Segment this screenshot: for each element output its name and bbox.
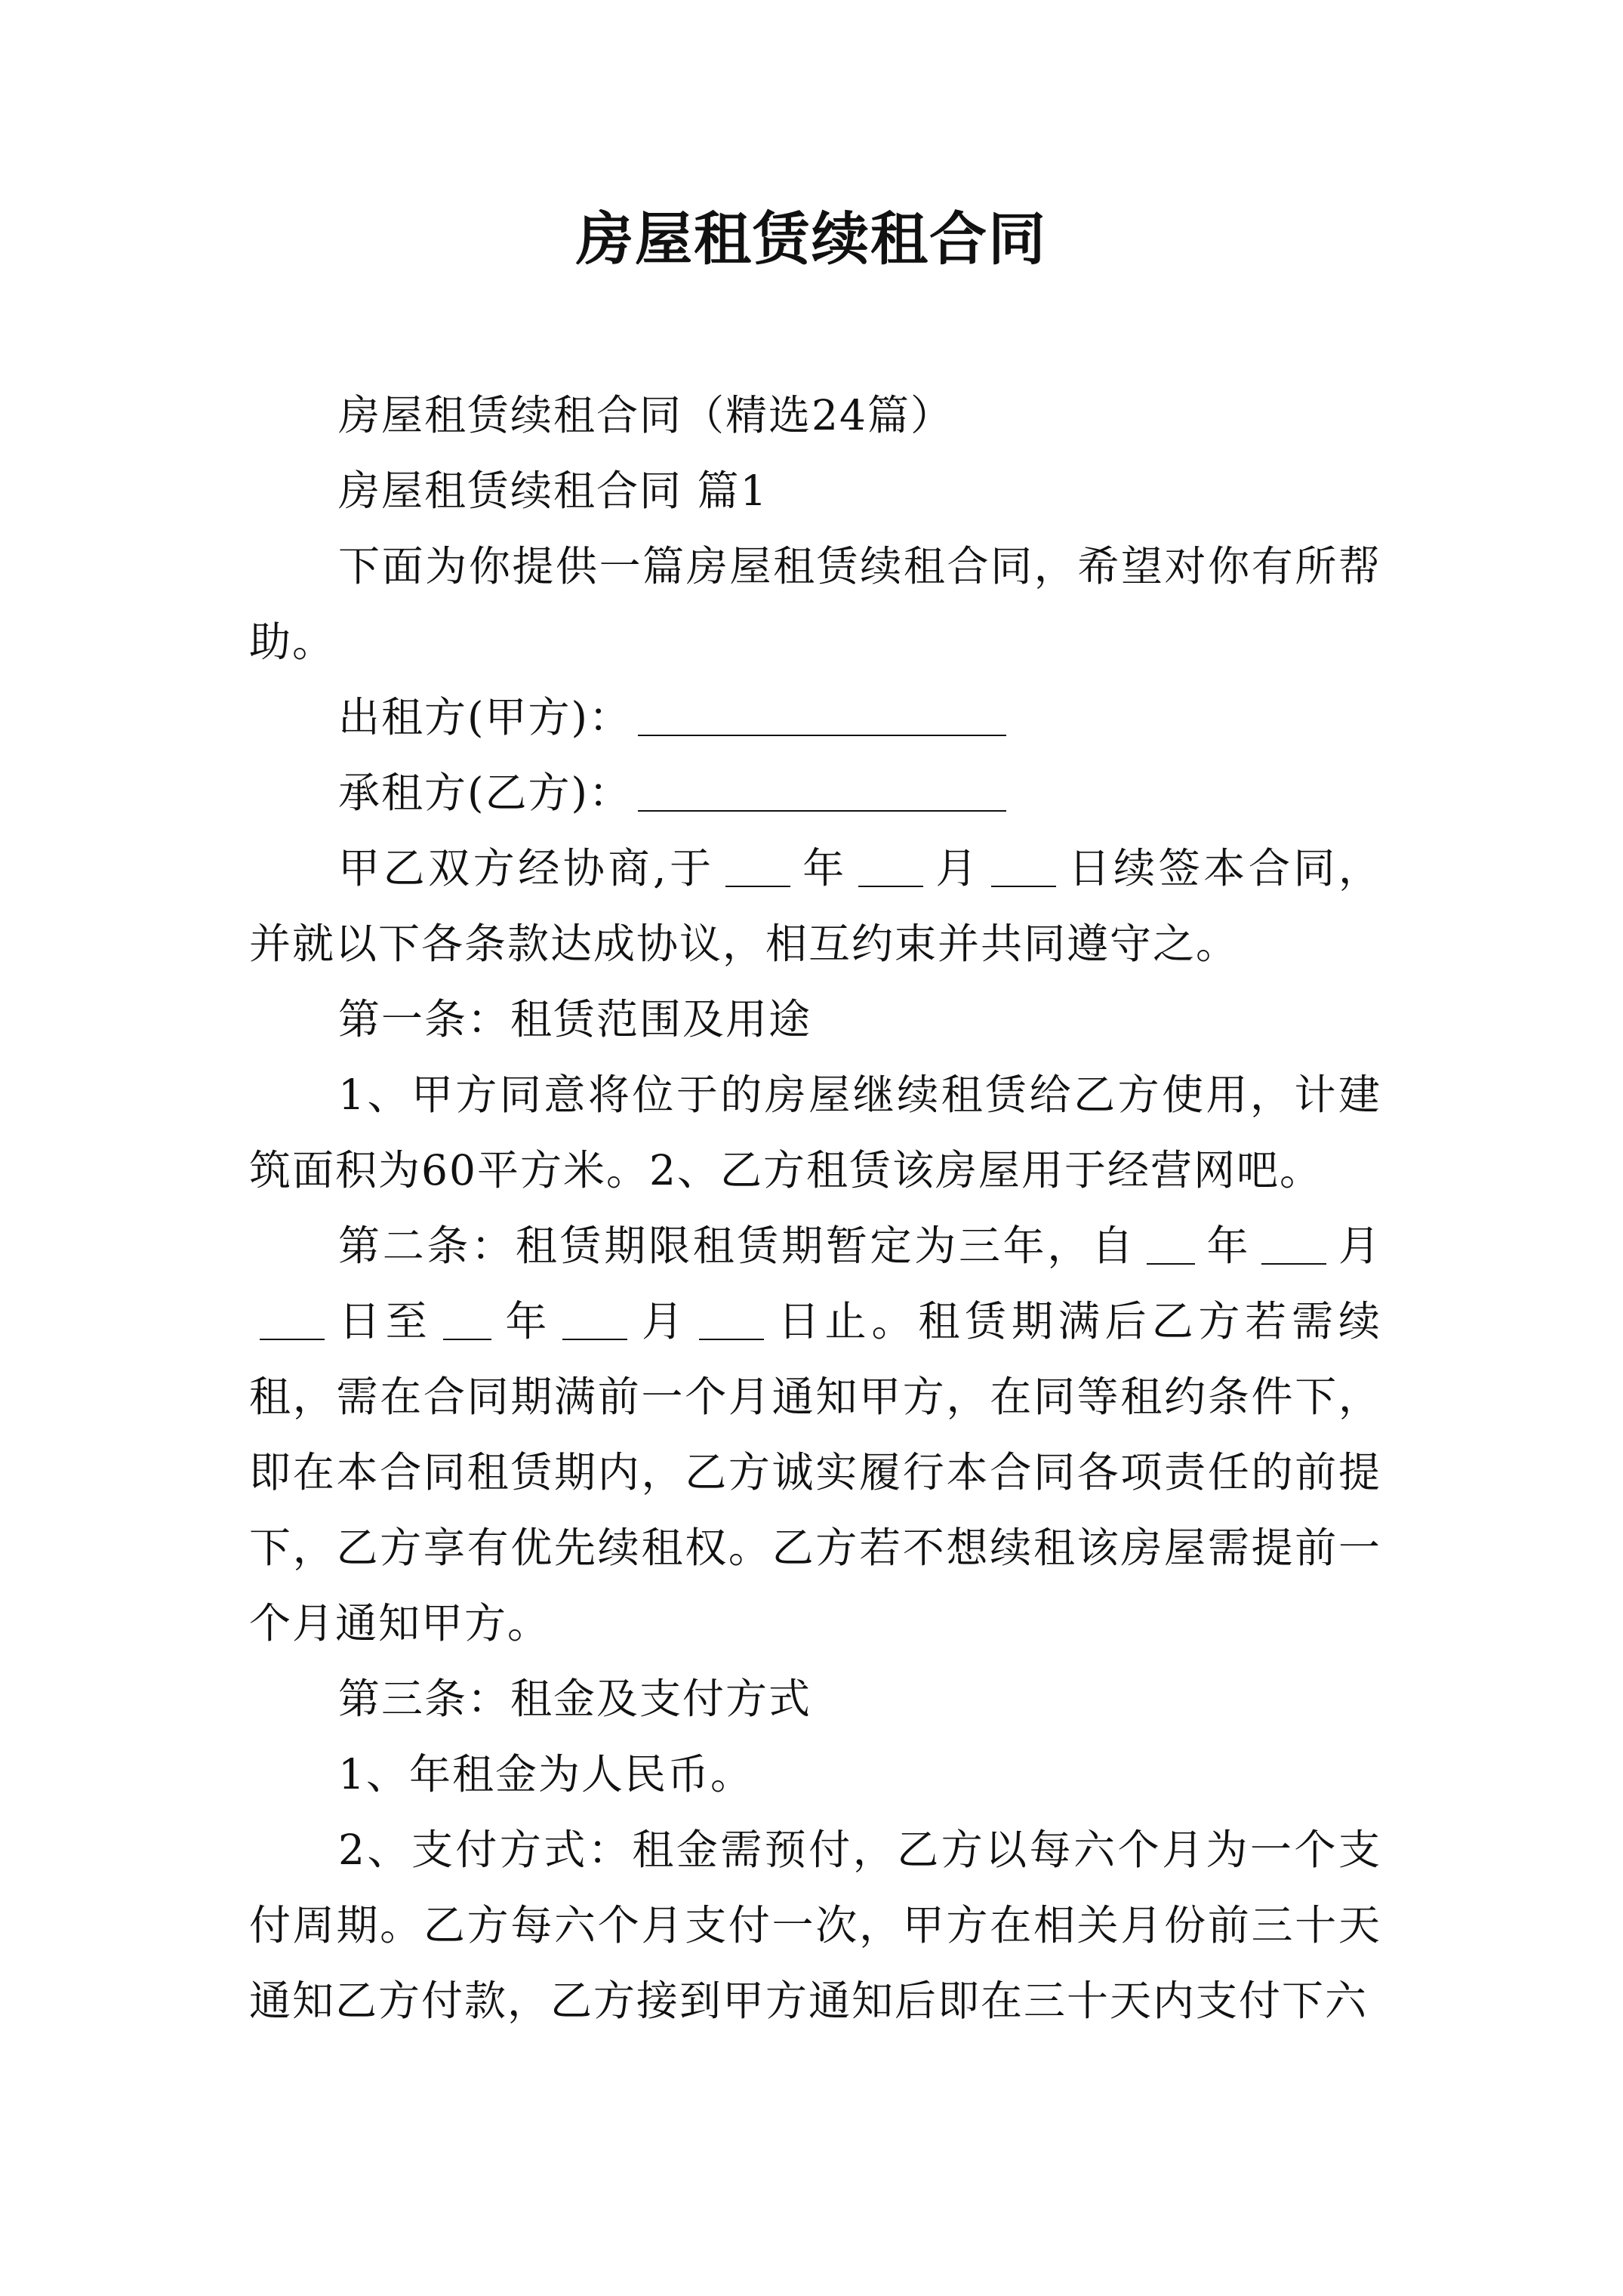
paragraph-article-3-item-2: 2、支付方式：租金需预付，乙方以每六个月为一个支付周期。乙方每六个月支付一次，甲方在相关月份前三十天通知乙方付款，乙方接到甲方通知后即在三十天内支付下六 [249,1826,1381,2025]
paragraph-article-3-heading: 第三条：租金及支付方式 [338,1675,812,1723]
start-day-blank [260,1296,325,1340]
paragraph-lessee [249,755,1381,831]
document-body [249,378,1381,2039]
start-year-blank [1147,1221,1195,1265]
paragraph-article-2 [249,1208,1381,1661]
lessor-label: 出租方(甲方)： [338,693,632,741]
start-year-label: 年 [1205,1222,1252,1270]
year-label: 年 [800,844,848,892]
end-month-label: 月 [638,1297,688,1345]
agreement-text-a: 甲乙双方经协商,于 [338,844,715,892]
end-month-blank [562,1296,627,1340]
paragraph-article-3-item-1: 1、年租金为人民币。 [338,1750,753,1798]
day-blank [991,843,1056,887]
paragraph-intro: 下面为你提供一篇房屋租赁续租合同，希望对你有所帮助。 [249,542,1381,666]
paragraph-lessor [249,680,1381,755]
end-year-label: 年 [501,1297,553,1345]
start-day-label: 日至 [335,1297,433,1345]
month-blank [858,843,923,887]
month-label: 月 [933,844,981,892]
start-month-blank [1261,1221,1326,1265]
lessee-blank [638,768,1006,812]
paragraph-section-heading: 房屋租赁续租合同 篇1 [338,467,768,515]
end-year-blank [443,1296,491,1340]
paragraph-subtitle: 房屋租赁续租合同（精选24篇） [338,391,953,439]
document-title: 房屋租赁续租合同 [576,205,1047,273]
end-day-blank [699,1296,764,1340]
paragraph-article-1-heading: 第一条：租赁范围及用途 [338,995,812,1043]
year-blank [725,843,790,887]
article-2-text-g: 日止。租赁期满后乙方若需续租，需在合同期满前一个月通知甲方，在同等租约条件下，即在本合同租赁期内，乙方诚实履行本合同各项责任的前提下，乙方享有优先续租权。乙方若不想续租该房屋需提前一个月通知甲方。 [249,1297,1381,1647]
agreement-text-d: 日续签本合同，并就以下各条款达成协议，相互约束并共同遵守之。 [249,844,1381,968]
start-month-label: 月 [1337,1222,1381,1270]
article-2-text-a: 第二条：租赁期限租赁期暂定为三年，自 [338,1222,1136,1270]
lessor-blank [638,692,1006,736]
paragraph-agreement [249,831,1381,982]
lessee-label: 承租方(乙方)： [338,769,632,817]
paragraph-article-1-body: 1、甲方同意将位于的房屋继续租赁给乙方使用，计建筑面积为60平方米。2、乙方租赁该房屋用于经营网吧。 [249,1071,1381,1194]
